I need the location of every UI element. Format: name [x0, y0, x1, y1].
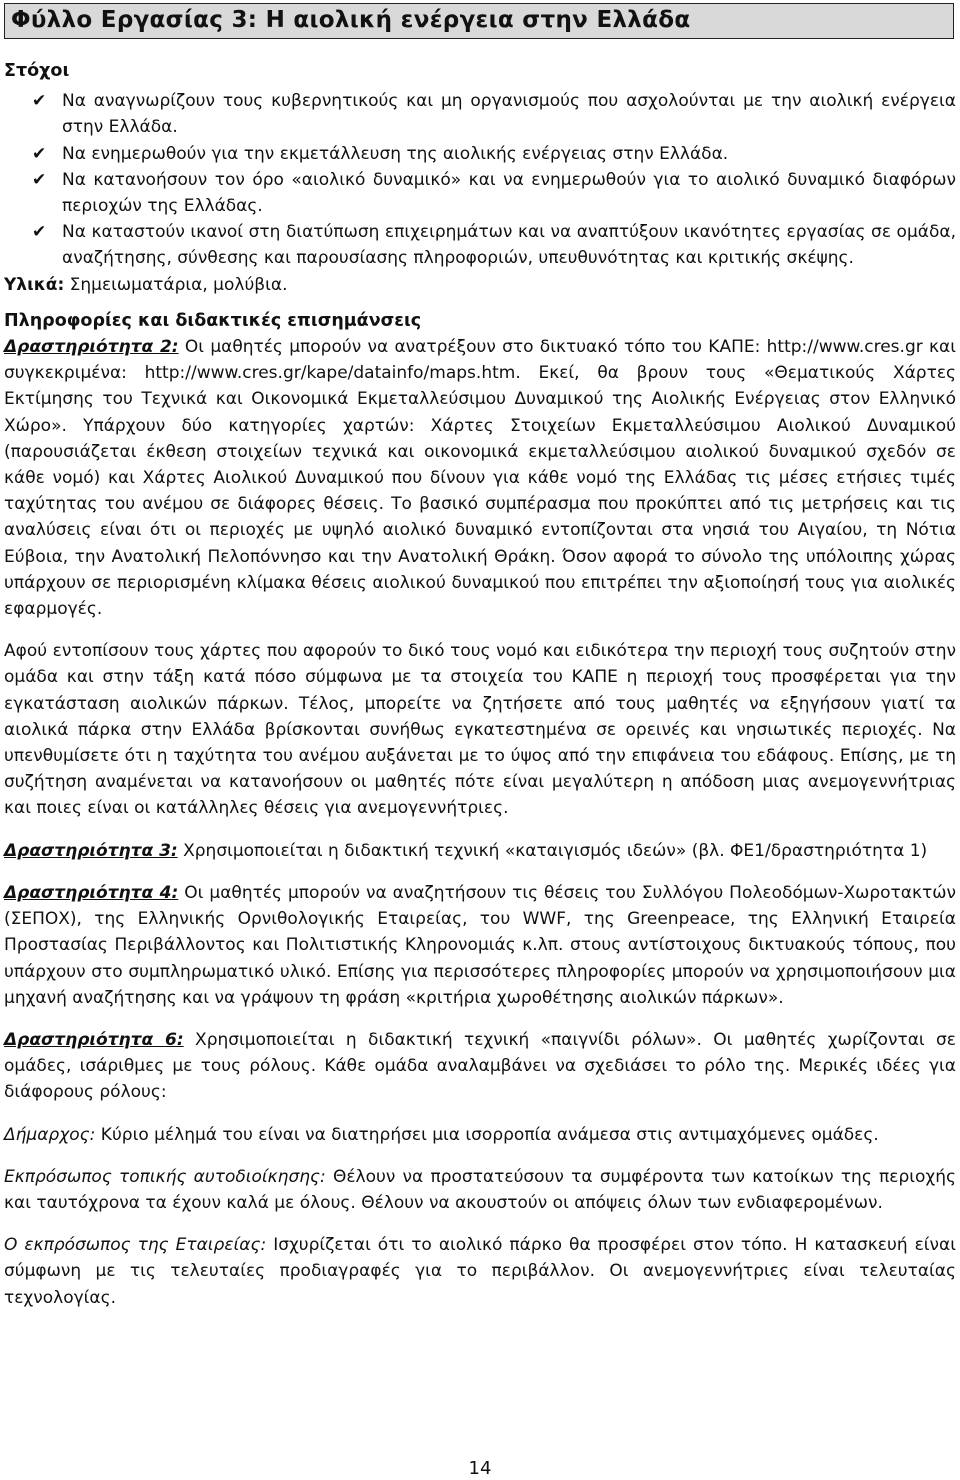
activity-6-label: Δραστηριότητα 6: [4, 1029, 184, 1050]
materials-line [4, 272, 956, 298]
goal-text: Να ενημερωθούν για την εκμετάλλευση της αιολικής ενέργειας στην Ελλάδα. [62, 143, 729, 164]
activity-2-label: Δραστηριότητα 2: [4, 337, 179, 358]
activity-2-text: Οι μαθητές μπορούν να ανατρέξουν στο δικτυακό τόπο του ΚΑΠΕ: http://www.cres.gr και συγκεκριμένα: http://www.cres.gr/kape/datainfo/maps.htm. Εκεί, θα βρουν τους «Θεματικούς Χάρτες Εκτίμησης του Τεχνικά και Οικονομικά Εκμεταλλεύσιμου Δυναμικού της Αιολικής Ενέργειας στον Ελληνικό Χώρο». Υπάρχουν δύο κατηγορίες χαρτών: Χάρτες Στοιχείων Εκμεταλλεύσιμου Αιολικού Δυναμικού (παρουσιάζεται έκθεση στοιχείων τεχνικά και οικονομικά εκμεταλλεύσιμου αιολικού δυναμικού σχεδόν σε κάθε νομό) και Χάρτες Αιολικού Δυναμικού που δίνουν για κάθε νομό της Ελλάδας τις μέσες ετήσιες τιμές ταχύτητας του ανέμου σε διάφορες θέσεις. Το βασικό συμπέρασμα που προκύπτει από τις μετρήσεις και τις αναλύσεις είναι ότι οι περιοχές με υψηλό αιολικό δυναμικό εντοπίζονται στα νησιά του Αιγαίου, τη Νότια Εύβοια, την Ανατολική Πελοπόννησο και την Ανατολική Θράκη. Όσον αφορά το σύνολο της υπόλοιπης χώρας υπάρχουν σε περιορισμένη κλίμακα θέσεις αιολικού δυναμικού που επιτρέπει την αξιοποίησή τους για αιολικές εφαρμογές. [4, 337, 956, 620]
goal-text: Να αναγνωρίζουν τους κυβερνητικούς και μη οργανισμούς που ασχολούνται με την αιολική ενέργεια στην Ελλάδα. [62, 91, 956, 138]
activity-2-paragraph [4, 334, 956, 622]
role-text: Κύριο μέλημά του είναι να διατηρήσει μια ισορροπία ανάμεσα στις αντιμαχόμενες ομάδες. [95, 1124, 879, 1145]
title-bar [4, 3, 954, 39]
role-paragraph [4, 1122, 956, 1148]
list-item [32, 219, 956, 271]
activity-4-paragraph [4, 880, 956, 1011]
page-title: Φύλλο Εργασίας 3: Η αιολική ενέργεια στην Ελλάδα [11, 7, 691, 33]
list-item [32, 167, 956, 219]
materials-text: Σημειωματάρια, μολύβια. [64, 274, 288, 295]
check-icon: ✔ [32, 169, 47, 190]
role-paragraph [4, 1164, 956, 1216]
goals-heading: Στόχοι [4, 61, 70, 81]
goal-text: Να κατανοήσουν τον όρο «αιολικό δυναμικό» και να ενημερωθούν για το αιολικό δυναμικό διαφόρων περιοχών της Ελλάδας. [62, 169, 956, 217]
role-label: Εκπρόσωπος τοπικής αυτοδιοίκησης: [4, 1166, 326, 1187]
activity-6-paragraph [4, 1027, 956, 1106]
activity-3-text: Χρησιμοποιείται η διδακτική τεχνική «καταιγισμός ιδεών» (βλ. ΦΕ1/δραστηριότητα 1) [177, 840, 928, 861]
check-icon: ✔ [32, 143, 47, 164]
activity-3-label: Δραστηριότητα 3: [4, 840, 178, 861]
check-icon: ✔ [32, 222, 47, 243]
check-icon: ✔ [32, 91, 47, 112]
list-item [32, 141, 956, 167]
page-number: 14 [468, 1458, 492, 1479]
role-text: Θέλουν να προστατεύσουν τα συμφέροντα των κατοίκων της περιοχής και ταυτόχρονα τα έχουν καλά με όλους. Θέλουν να ακουστούν οι απόψεις όλων των ενδιαφερομένων. [4, 1166, 956, 1213]
role-text: Ισχυρίζεται ότι το αιολικό πάρκο θα προσφέρει στον τόπο. Η κατασκευή είναι σύμφωνη με τις τελευταίες προδιαγραφές για το περιβάλλον. Οι ανεμογεννήτριες είναι τελευταίας τεχνολογίας. [4, 1235, 956, 1308]
materials-label: Υλικά: [4, 274, 65, 295]
activity-4-label: Δραστηριότητα 4: [4, 882, 179, 903]
info-heading: Πληροφορίες και διδακτικές επισημάνσεις [4, 310, 422, 331]
goal-text: Να καταστούν ικανοί στη διατύπωση επιχειρημάτων και να αναπτύξουν ικανότητες εργασίας σε ομάδα, αναζήτησης, σύνθεσης και παρουσίασης πληροφοριών, υπευθυνότητας και κριτικής σκέψης. [62, 222, 956, 269]
followup-paragraph: Αφού εντοπίσουν τους χάρτες που αφορούν το δικό τους νομό και ειδικότερα την περιοχή τους συζητούν στην ομάδα και στην τάξη κατά πόσο σύμφωνα με τα στοιχεία του ΚΑΠΕ η περιοχή τους προσφέρεται για την εγκατάσταση αιολικών πάρκων. Τέλος, μπορείτε να ζητήσετε από τους μαθητές να εξηγήσουν γιατί τα αιολικά πάρκα στην Ελλάδα βρίσκονται συνήθως εγκατεστημένα σε ορεινές και νησιωτικές περιοχές. Να υπενθυμίσετε ότι η ταχύτητα του ανέμου αυξάνεται με το ύψος από την επιφάνεια του εδάφους. Επίσης, με τη συζήτηση αναμένεται να κατανοήσουν οι μαθητές πότε είναι μεγαλύτερη η απόδοση μιας ανεμογεννήτριας και ποιες είναι οι κατάλληλες θέσεις για ανεμογεννήτριες. [4, 641, 956, 819]
activity-4-text: Οι μαθητές μπορούν να αναζητήσουν τις θέσεις του Συλλόγου Πολεοδόμων-Χωροτακτών (ΣΕΠΟΧ), της Ελληνικής Ορνιθολογικής Εταιρείας, του WWF, της Greenpeace, της Ελληνική Εταιρεία Προστασίας Περιβάλλοντος και Πολιτιστικής Κληρονομιάς κ.λπ. στους αντίστοιχους δικτυακούς τόπους, που υπάρχουν στο συμπληρωματικό υλικό. Επίσης για περισσότερες πληροφορίες μπορούν να χρησιμοποιήσουν μια μηχανή αναζήτησης και να γράψουν τη φράση «κριτήρια χωροθέτησης αιολικών πάρκων». [4, 882, 956, 1008]
list-item [32, 88, 956, 140]
role-label: Δήμαρχος: [4, 1124, 96, 1145]
goals-list [4, 88, 956, 271]
activity-3-paragraph [4, 838, 956, 864]
activity-6-text: Χρησιμοποιείται η διδακτική τεχνική «παιγνίδι ρόλων». Οι μαθητές χωρίζονται σε ομάδες, ισάριθμες με τους ρόλους. Κάθε ομάδα αναλαμβάνει να σχεδιάσει το ρόλο της. Μερικές ιδέες για διάφορους ρόλους: [4, 1029, 956, 1103]
role-label: Ο εκπρόσωπος της Εταιρείας: [4, 1235, 267, 1256]
document-body [4, 58, 956, 1311]
role-paragraph [4, 1232, 956, 1311]
